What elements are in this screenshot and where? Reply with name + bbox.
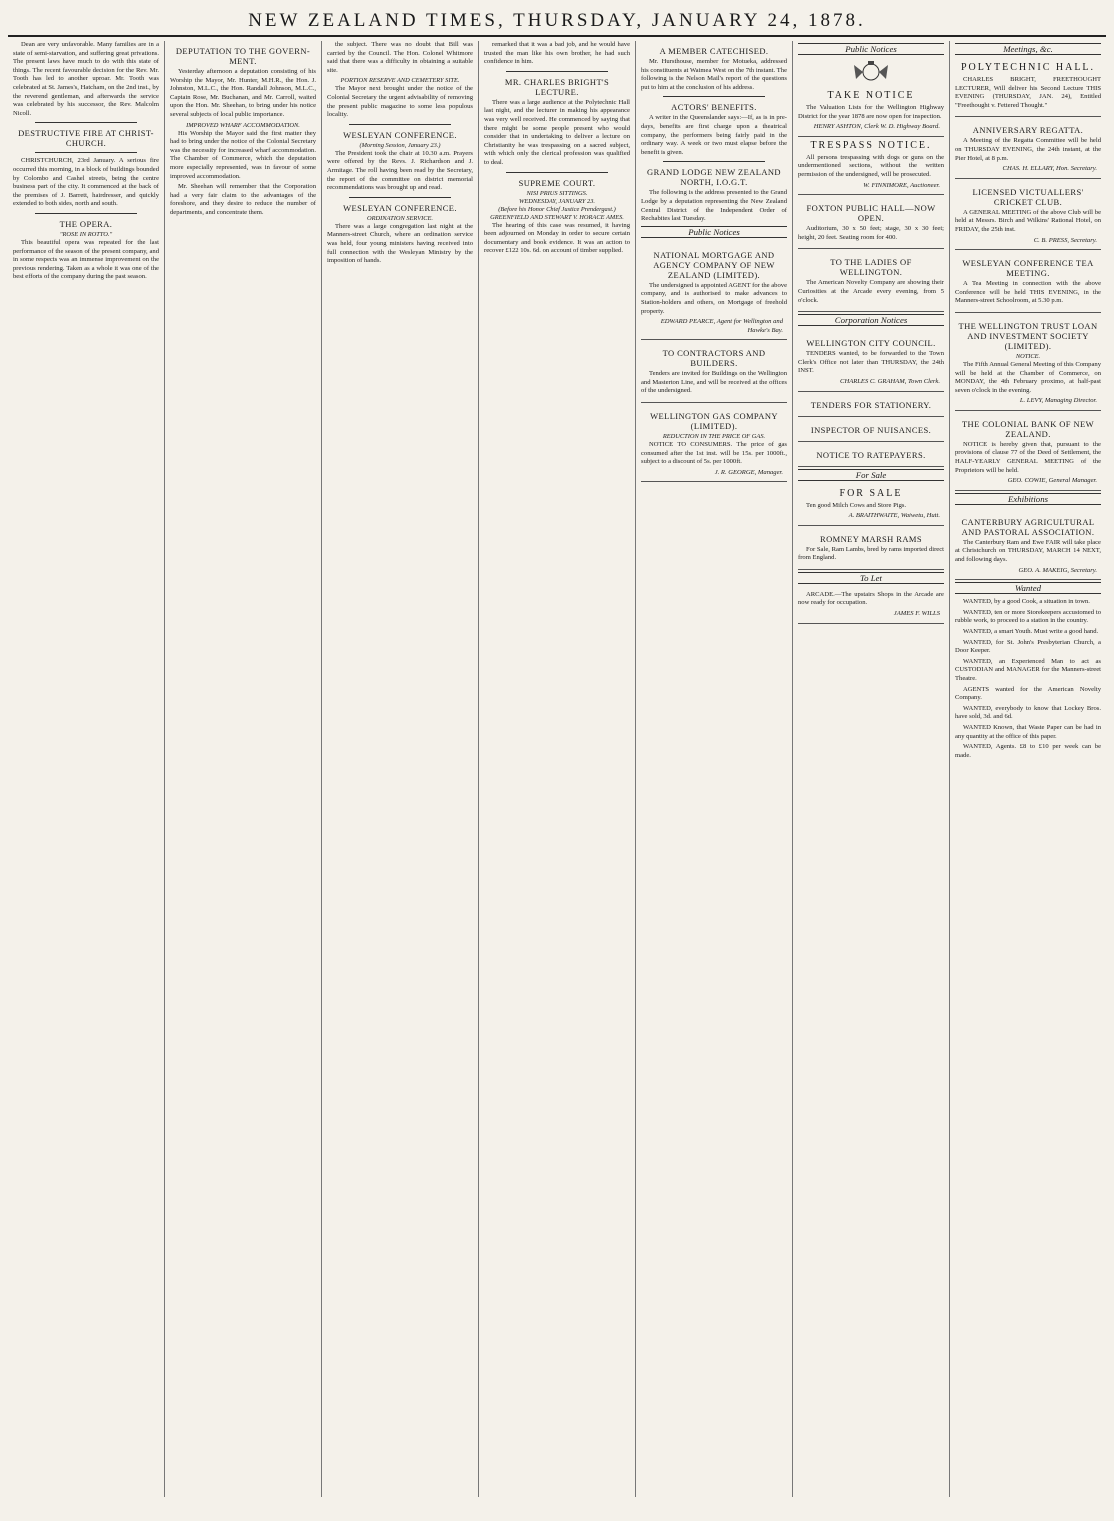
ad-title: THE WELLINGTON TRUST LOAN AND INVESTMENT SOCIETY (LIMITED). [958,320,1098,351]
wanted-ad: WANTED, Agents. £8 to £10 per week can be made. [955,743,1101,759]
ad-ladies [798,249,944,312]
ad-text: A Tea Meeting in connection with the above Conference will be held THIS EVENING, in the Manners-street Schoolroom, at 5.30 p.m. [955,280,1101,305]
section-corporation-notices: Corporation Notices [798,314,944,326]
ad-trespass [798,137,944,195]
article-continued: the subject. There was no doubt that Bill was carried by the Council. The Hon. Colonel Whitmore said that there was a difficulty in obtaining a suitable site. [327,41,473,74]
ad-text: Tenders are invited for Buildings on the Wellington and Masterton Line, and will be received at the offices of the undersigned. [641,370,787,395]
ordination-subhead: ORDINATION SERVICE. [366,214,434,222]
wanted-ad: WANTED, everybody to know that Lockey Bros. have sold, 3d. and 6d. [955,704,1101,721]
ad-take-notice [798,87,944,137]
section-exhibitions: Exhibitions [955,493,1101,505]
ad-text: A Meeting of the Regatta Committee will be held on THURSDAY EVENING, the 24th instant, at the Pier Hotel, at 8 p.m. [955,137,1101,162]
magazine-article: The Mayor next brought under the notice of the Colonial Secretary the urgent advisability of removing the present public magazine to some less populous locality. [327,85,473,119]
conference2-headline: WESLEYAN CONFERENCE. [343,202,457,213]
court-article: The hearing of this case was resumed, it having been adjourned on Monday in order to secure certain documentary and book evidence. It was an action to recover £122 10s. 6d. on account of timber supplied. [484,221,630,255]
ad-title: POLYTECHNIC HALL. [960,62,1096,73]
ad-title: WELLINGTON CITY COUNCIL. [806,338,936,349]
ad-signature: EDWARD PEARCE, Agent for Wellington and Hawke's Bay. [660,318,783,334]
wanted-ad: WANTED, by a good Cook, a situation in town. [963,598,1090,606]
ad-text: NOTICE TO CONSUMERS. The price of gas consumed after the 1st inst. will be 15s. per 1000ft., subject to a discount of 5s. per 1000ft. [641,441,787,466]
ad-title: TO CONTRACTORS AND BUILDERS. [662,348,766,369]
ad-polytechnic-hall [955,59,1101,117]
fire-headline: DESTRUCTIVE FIRE AT CHRIST-CHURCH. [18,128,154,149]
ad-canterbury [955,509,1101,580]
wanted-ad: WANTED, a smart Youth. Must write a good hand. [963,628,1099,635]
column-1 [8,41,165,1497]
column-6 [793,41,950,1497]
reserve-subhead: PORTION RESERVE AND CEMETERY SITE. [340,77,460,85]
ad-text: The American Novelty Company are showing their Curiosities at the Arcade every evening, from 5 o'clock. [798,279,944,304]
ad-title: ROMNEY MARSH RAMS [820,533,922,544]
ad-trust-loan [955,313,1101,411]
rule [349,197,451,198]
ad-title: THE COLONIAL BANK OF NEW ZEALAND. [961,418,1095,439]
column-7 [950,41,1106,1497]
opera-headline: THE OPERA. [59,218,113,229]
ad-romney-rams [798,526,944,570]
masthead: NEW ZEALAND TIMES, THURSDAY, JANUARY 24, 1878. [8,6,1106,37]
rule [506,71,608,72]
ad-signature: GEO. COWIE, General Manager. [1007,477,1097,485]
ad-text: The Valuation Lists for the Wellington Highway District for the year 1878 are now open for inspection. [798,104,944,120]
section-for-sale: For Sale [798,469,944,481]
rule [35,152,137,153]
court-headline: SUPREME COURT. [518,177,596,188]
ad-title: TRESPASS NOTICE. [810,139,932,151]
corporation-article: Mr. Sheehan will remember that the Corporation had a very fair claim to the advantages of the foreshore, and they desire to reduce the number of departments, and concentrate them. [170,183,316,216]
conference-article: The President took the chair at 10.30 a.m. Prayers were offered by the Revs. J. Richardson and J. Armitage. The roll having been read by the Secretary, the report of the committee on district memorial recommendations was brought up and read. [327,149,473,192]
wharf-article: His Worship the Mayor said the first matter they had to bring under the notice of the Colonial Secretary was the necessity for increased wharf accommodation. The Chamber of Commerce, which the deputation more especially represented, was in favour of some improved accommodation. [170,129,316,180]
actors-article: A writer in the Queenslander says:—If, as is in pre-days, benefits are first charge upon a theatrical company, the performers being fairly paid in the ordinary way. A week or two must elapse before the benefit is given. [641,114,787,156]
ad-title: TO THE LADIES OF WELLINGTON. [830,257,912,278]
ad-stationery [798,392,944,417]
ad-national-mortgage [641,242,787,341]
ad-colonial-bank [955,411,1101,491]
ad-title: LICENSED VICTUALLERS' CRICKET CLUB. [972,186,1084,207]
rule [35,122,137,123]
actors-headline: ACTORS' BENEFITS. [671,102,757,113]
ad-subtitle: REDUCTION IN THE PRICE OF GAS. [662,433,766,441]
ad-victuallers [955,179,1101,250]
ad-text: The Canterbury Ram and Ewe FAIR will take place at Christchurch on THURSDAY, MARCH 14 NEXT, and following days. [955,538,1101,564]
ad-title: TENDERS FOR STATIONERY. [810,399,932,410]
lodge-headline: GRAND LODGE NEW ZEALAND NORTH, I.O.G.T. [647,167,781,188]
section-meetings: Meetings, &c. [955,43,1101,55]
ad-title: NOTICE TO RATEPAYERS. [816,449,926,460]
ad-signature: CHARLES C. GRAHAM, Town Clerk. [840,377,940,385]
ad-title: FOR SALE [839,487,903,499]
member-headline: A MEMBER CATECHISED. [659,46,769,56]
deputation-headline: DEPUTATION TO THE GOVERN-MENT. [175,46,311,66]
column-3 [322,41,479,1497]
ad-wesleyan-tea [955,250,1101,313]
ad-title: INSPECTOR OF NUISANCES. [810,424,932,435]
ad-text: The undersigned is appointed AGENT for the above company, and is authorised to make advances to Station-holders and others, on Mortgage of freehold property. [641,281,787,315]
columns [8,41,1106,1497]
ad-signature: JAMES F. WILLS [893,610,940,618]
section-public-notices: Public Notices [641,226,787,238]
ordination-article: There was a large congregation last night at the Manners-street Church, where an ordination service was held, four young ministers having received into full connection with the Wesleyan Ministry by the imposition of hands. [327,222,473,265]
article-continued: remarked that it was a bad job, and he would have trusted the man like his own brother, he had such confidence in him. [484,41,630,66]
lodge-article: The following is the address presented to the Grand Lodge by a deputation representing the New Zealand Central District of the Independent Order of Rechabites last Tuesday. [641,189,787,223]
column-5 [636,41,793,1497]
ad-text: All persons trespassing with dogs or guns on the undermentioned sections, without the written permission of the undersigned, will be prosecuted. [798,153,944,178]
ad-text: Auditorium, 30 x 50 feet; stage, 30 x 30 feet; height, 20 feet. Seating room for 400. [798,225,944,241]
ad-text: Ten good Milch Cows and Store Pigs. [806,501,907,509]
ad-title: TAKE NOTICE [827,90,915,101]
wanted-ad: WANTED Known, that Waste Paper can be had in any quantity at the office of this paper. [955,723,1101,740]
ad-text: A GENERAL MEETING of the above Club will be held at Messrs. Birch and Wilkins' Rational Hotel, on FRIDAY, the 25th inst. [955,208,1101,233]
wanted-ad: AGENTS wanted for the American Novelty Company. [955,685,1101,702]
ad-signature: A. BRAITHWAITE, Waiwetu, Hutt. [848,512,940,520]
column-2 [165,41,322,1497]
fire-article: CHRISTCHURCH, 23rd January. A serious fire occurred this morning, in a block of buildings bounded by Colombo and Cashel streets, being the centre business part of the city. It commenced at the back of the premises of J. Barrett, hairdresser, and quickly extended to both sides, north and south. [13,157,159,208]
ad-for-sale [798,485,944,526]
rule [663,161,765,162]
newspaper-page [8,6,1106,1506]
court-subhead: NISI PRIUS SITTINGS. [526,189,588,197]
ad-contractors [641,340,787,403]
conference-subhead: (Morning Session, January 23.) [359,141,441,149]
article-intro: Dean are very unfavorable. Many families are in a state of semi-starvation, and suffering great privations. The present laws have much to do with this state of things. The recent favourable decision for the Rev. Mr. Tooth has led to another uproar. Mr. Tooth was celebrated at St. James's, Hatcham, on the 2nd inst., by the reverend gentleman, and afterwards the service was celebrated by his successor, the Rev. Malcolm Nicoll. [13,41,159,117]
column-4 [479,41,636,1497]
lecture-headline: MR. CHARLES BRIGHT'S LECTURE. [504,76,610,97]
ad-nuisances [798,417,944,442]
rule [35,213,137,214]
ad-city-council [798,330,944,391]
ad-signature: L. LEVY, Managing Director. [1019,397,1097,405]
opera-article: This beautiful opera was repeated for the last performance of the season of the present company, and in some respects was an immense improvement on the previous rendering. Taken as a whole it was one of the best efforts of the company during the past season. [13,238,159,281]
court-case: GREENFIELD AND STEWART V. HORACE AMES. [490,213,624,221]
ad-text: For Sale, Ram Lambs, bred by rams imported direct from England. [798,545,944,562]
lecture-article: There was a large audience at the Polytechnic Hall last night, and the lecturer in making his appearance was very well received. He commenced by saying that there might be some people present who would consider that in undertaking to deliver a lecture on Christianity he was trespassing on a sacred subject, with which only the clerical profession was qualified to deal. [484,98,630,166]
ad-signature: CHAS. H. ELLARY, Hon. Secretary. [1002,165,1097,173]
ad-signature: GEO. A. MAKEIG, Secretary. [1018,566,1097,574]
ad-text: ARCADE.—The upstairs Shops in the Arcade are now ready for occupation. [798,590,944,607]
wharf-subhead: IMPROVED WHARF ACCOMMODATION. [186,121,300,129]
ad-gas-company [641,403,787,482]
royal-crest-icon [798,59,944,85]
ad-text: NOTICE is hereby given that, pursuant to the provisions of clause 77 of the Deed of Settlement, the HALF-YEARLY GENERAL MEETING of the Proprietors will be held. [955,440,1101,474]
wanted-ad: WANTED, ten or more Storekeepers accustomed to rubble work, to proceed to a station in the country. [955,608,1101,625]
ad-to-let [798,588,944,624]
conference-headline: WESLEYAN CONFERENCE. [343,129,457,140]
ad-title: CANTERBURY AGRICULTURAL AND PASTORAL ASSOCIATION. [961,516,1095,537]
ad-foxton-hall [798,195,944,249]
section-public-notices: Public Notices [798,43,944,55]
section-wanted: Wanted [955,582,1101,594]
deputation-article: Yesterday afternoon a deputation consisting of his Worship the Mayor, Mr. Hunter, M.H.R., the Hon. J. Johnston, M.L.C., the Hon. Randall Johnson, M.L.C., Captain Rose, Mr. Buchanan, and Mr. Carroll, waited upon the Hon. Mr. Sheehan, to bring under his notice several subjects of local public importance. [170,68,316,118]
ad-title: FOXTON PUBLIC HALL—NOW OPEN. [806,203,936,224]
ad-ratepayers [798,442,944,467]
rule [663,96,765,97]
ad-signature: C. B. PRESS, Secretary. [1033,236,1097,244]
court-date: WEDNESDAY, JANUARY 23. [519,197,595,205]
ad-title: WELLINGTON GAS COMPANY (LIMITED). [650,411,778,432]
ad-title: WESLEYAN CONFERENCE TEA MEETING. [962,258,1094,279]
ad-regatta [955,117,1101,178]
rule [349,124,451,125]
section-to-let: To Let [798,572,944,584]
wanted-ad: WANTED, an Experienced Man to act as CUSTODIAN and MANAGER for the Manners-street Theatre. [955,657,1101,682]
ad-subtitle: NOTICE. [1015,352,1041,360]
rule [506,172,608,173]
ad-signature: W. FINNIMORE, Auctioneer. [863,181,940,189]
ad-signature: J. R. GEORGE, Manager. [714,468,783,476]
ad-text: TENDERS wanted, to be forwarded to the Town Clerk's Office not later than THURSDAY, the 24th INST. [798,350,944,375]
member-article: Mr. Hursthouse, member for Motueka, addressed his constituents at Waimea West on the 7th instant. The following is the Nelson Mail's report of the questions put to him at the conclusion of his address. [641,58,787,91]
ad-text: The Fifth Annual General Meeting of this Company will be held at the Chamber of Commerce, on MONDAY, the 4th February proximo, at half-past seven o'clock in the evening. [955,360,1101,394]
ad-title: NATIONAL MORTGAGE AND AGENCY COMPANY OF NEW ZEALAND (LIMITED). [653,249,775,280]
ad-title: ANNIVERSARY REGATTA. [972,125,1084,136]
wanted-ad: WANTED, for St. John's Presbyterian Church, a Door Keeper. [955,638,1101,655]
opera-subhead: "ROSE IN ROTTO." [59,230,113,238]
court-judge: (Before his Honor Chief Justice Prendergast.) [498,205,616,213]
ad-text: CHARLES BRIGHT, FREETHOUGHT LECTURER, Will deliver his Second Lecture THIS EVENING (THURSDAY, JAN. 24), Entitled "Freethought v. Fettered Thought." [955,76,1101,109]
ad-signature: HENRY ASHTON, Clerk W. D. Highway Board. [813,123,940,131]
